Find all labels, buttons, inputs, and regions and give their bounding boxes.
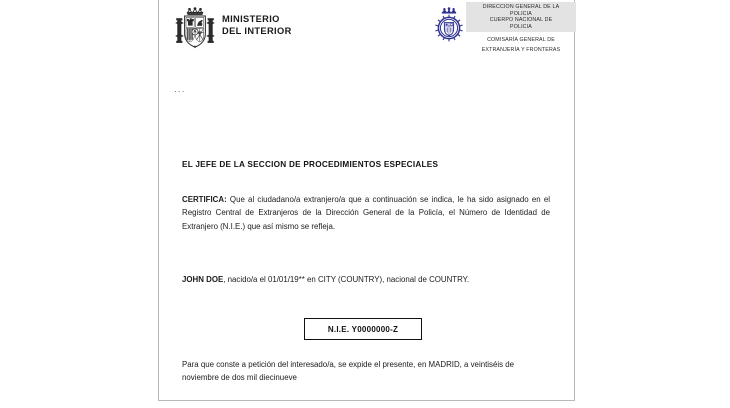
police-sub-line-1: COMISARÍA GENERAL DE (487, 37, 555, 44)
national-police-badge-icon (429, 5, 469, 50)
document-heading: EL JEFE DE LA SECCION DE PROCEDIMIENTOS ESPECIALES (182, 160, 439, 169)
closing-paragraph: Para que conste a petición del interesado/a, se expide el presente, en MADRID, a veintiséis de noviembre de dos mil diecinueve (182, 360, 515, 383)
ministry-line-2: DEL INTERIOR (222, 25, 292, 36)
person-details: , nacido/a el 01/01/19** en CITY (COUNTRY), nacional de COUNTRY. (223, 275, 470, 284)
police-sub-line-2: EXTRANJERÍA Y FRONTERAS (481, 46, 561, 53)
police-band-line-4: POLICIA (510, 23, 532, 30)
document-header (159, 0, 574, 58)
person-paragraph (182, 273, 550, 286)
police-band-line-1: DIRECCION GENERAL DE LA (482, 4, 560, 10)
ministry-name (222, 14, 292, 37)
spanish-coat-of-arms-icon (172, 7, 218, 52)
nie-number-box (304, 318, 422, 340)
reference-mark: ··· (174, 86, 186, 96)
nie-number-text: N.I.E. Y0000000-Z (327, 324, 399, 334)
certifica-label: CERTIFICA: (182, 195, 227, 204)
police-band-line-3: CUERPO NACIONAL DE (489, 17, 553, 24)
police-text-band (466, 2, 576, 32)
police-header-text (466, 2, 576, 54)
certificate-page (158, 0, 575, 401)
person-name: JOHN DOE (182, 275, 224, 284)
police-band-line-2: POLICIA (510, 10, 532, 17)
certifica-text: Que al ciudadano/a extranjero/a que a continuación se indica, le ha sido asignado en el Registro Central de Extranjeros de la Dirección General de la Policía, el Número de Identidad de Extranjero (N.I.E.) que así mismo se refleja. (182, 195, 550, 231)
ministry-line-1: MINISTERIO (222, 14, 280, 24)
certifica-paragraph (182, 193, 550, 233)
